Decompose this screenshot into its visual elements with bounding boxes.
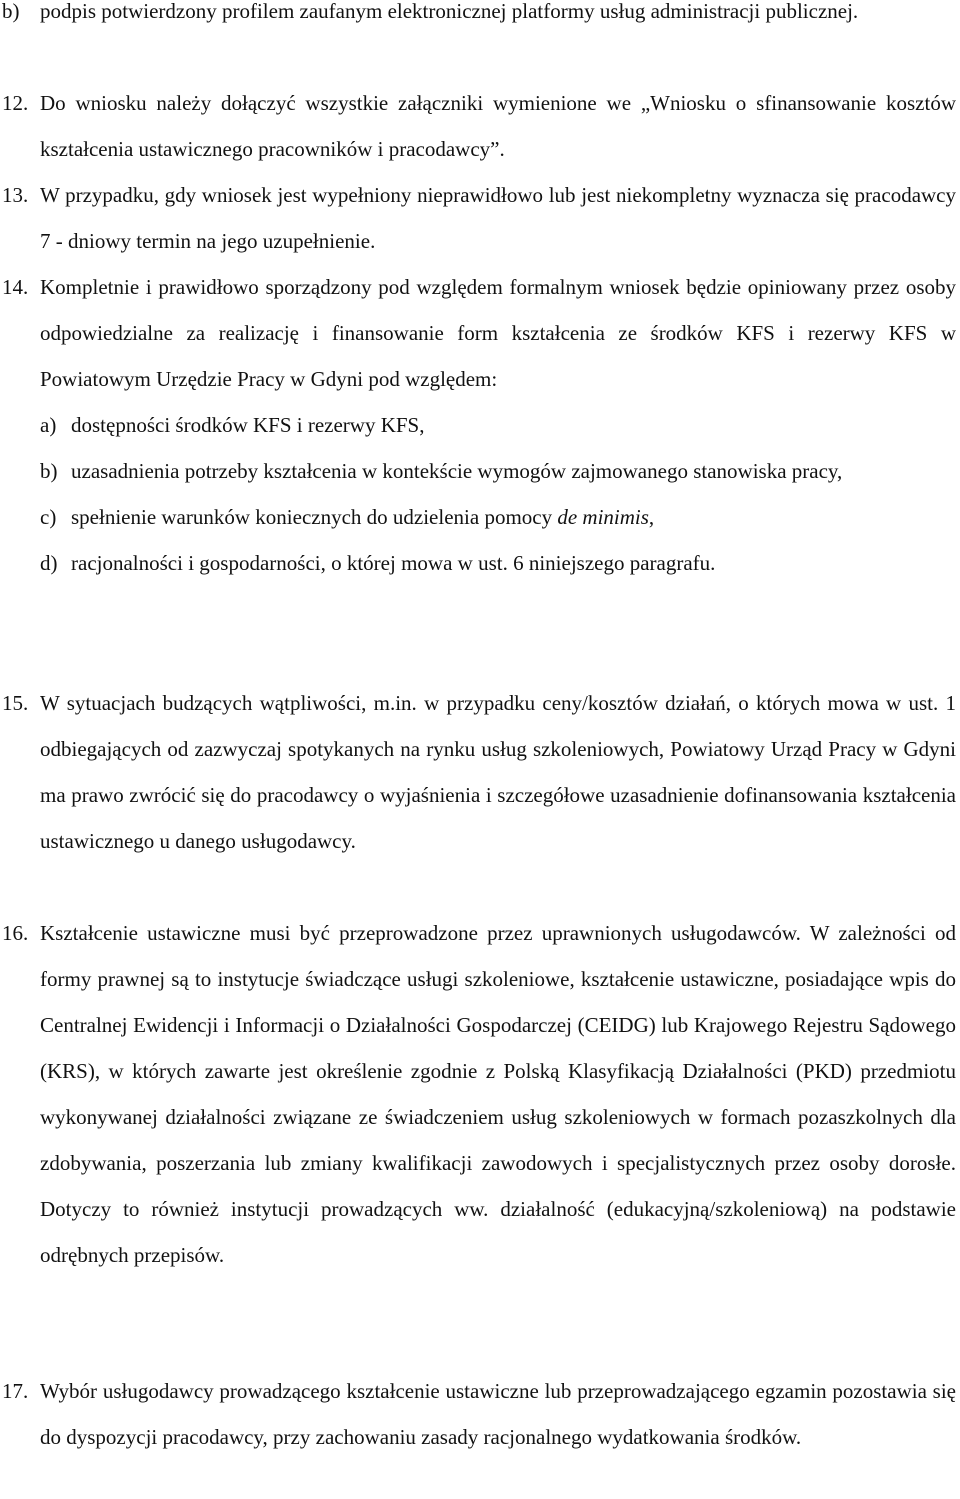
item-number: 15. bbox=[2, 691, 29, 715]
item-number: 17. bbox=[2, 1379, 29, 1403]
item-text: Kształcenie ustawiczne musi być przeprowadzone przez uprawnionych usługodawców. W zależności od formy prawnej są to instytucje świadczące usługi szkoleniowe, kształcenie ustawiczne, posiadające wpis do Centralnej Ewidencji i Informacji o Działalności Gospodarczej (CEIDG) lub Krajowego Rejestru Sądowego (KRS), w których zawarte jest określenie zgodnie z Polską Klasyfikacją Działalności (PKD) przedmiotu wykonywanej działalności związane ze świadczeniem usług szkoleniowych w formach pozaszkolnych dla zdobywania, poszerzania lub zmiany kwalifikacji zawodowych i specjalistycznych przez osoby dorosłe. Dotyczy to również instytucji prowadzących ww. działalność (edukacyjną/szkoleniową) na podstawie odrębnych przepisów. bbox=[40, 921, 956, 1267]
sub-item-label: c) bbox=[40, 505, 57, 529]
list-item-13 bbox=[0, 172, 956, 264]
item-text: podpis potwierdzony profilem zaufanym elektronicznej platformy usług administracji publicznej. bbox=[40, 0, 859, 23]
item-number: 13. bbox=[2, 183, 29, 207]
item-text: Wybór usługodawcy prowadzącego kształcenie ustawiczne lub przeprowadzającego egzamin pozostawia się do dyspozycji pracodawcy, przy zachowaniu zasady racjonalnego wydatkowania środków. bbox=[40, 1379, 956, 1449]
list-item-16 bbox=[0, 910, 956, 1278]
sub-item-text-italic: de minimis bbox=[557, 505, 649, 529]
sub-item-label: d) bbox=[40, 551, 58, 575]
item-number: 16. bbox=[2, 921, 29, 945]
sub-item-label: b) bbox=[40, 459, 58, 483]
sub-item-text: racjonalności i gospodarności, o której mowa w ust. 6 niniejszego paragrafu. bbox=[71, 551, 716, 575]
sub-item-text: uzasadnienia potrzeby kształcenia w kontekście wymogów zajmowanego stanowiska pracy, bbox=[71, 459, 843, 483]
item-number: 14. bbox=[2, 275, 29, 299]
list-item-14 bbox=[0, 264, 956, 586]
list-item-15 bbox=[0, 680, 956, 864]
item-text: W sytuacjach budzących wątpliwości, m.in. w przypadku ceny/kosztów działań, o których mowa w ust. 1 odbiegających od zazwyczaj spotykanych na rynku usług szkoleniowych, Powiatowy Urząd Pracy w Gdyni ma prawo zwrócić się do pracodawcy o wyjaśnienia i szczegółowe uzasadnienie dofinansowania kształcenia ustawicznego u danego usługodawcy. bbox=[40, 691, 956, 853]
item-text: W przypadku, gdy wniosek jest wypełniony nieprawidłowo lub jest niekompletny wyznacza się pracodawcy 7 - dniowy termin na jego uzupełnienie. bbox=[40, 183, 956, 253]
sub-item-text-before: spełnienie warunków koniecznych do udzielenia pomocy bbox=[71, 505, 558, 529]
sub-item-text-after: , bbox=[648, 505, 655, 529]
sub-item-text bbox=[71, 494, 956, 540]
list-item-11b bbox=[0, 0, 956, 34]
sub-item-text: dostępności środków KFS i rezerwy KFS, bbox=[71, 413, 425, 437]
sub-item-b bbox=[0, 448, 956, 494]
item-text: Kompletnie i prawidłowo sporządzony pod względem formalnym wniosek będzie opiniowany przez osoby odpowiedzialne za realizację i finansowanie form kształcenia ze środków KFS i rezerwy KFS w Powiatowym Urzędzie Pracy w Gdyni pod względem: bbox=[40, 275, 956, 391]
item-number: 12. bbox=[2, 91, 29, 115]
sub-item-d bbox=[0, 540, 956, 586]
sub-item-label: a) bbox=[40, 413, 57, 437]
list-item-17 bbox=[0, 1368, 956, 1460]
item-label: b) bbox=[2, 0, 20, 23]
list-item-12 bbox=[0, 80, 956, 172]
item-text: Do wniosku należy dołączyć wszystkie załączniki wymienione we „Wniosku o sfinansowanie kosztów kształcenia ustawicznego pracowników i pracodawcy”. bbox=[40, 91, 956, 161]
sub-item-c bbox=[0, 494, 956, 540]
sub-item-a bbox=[0, 402, 956, 448]
